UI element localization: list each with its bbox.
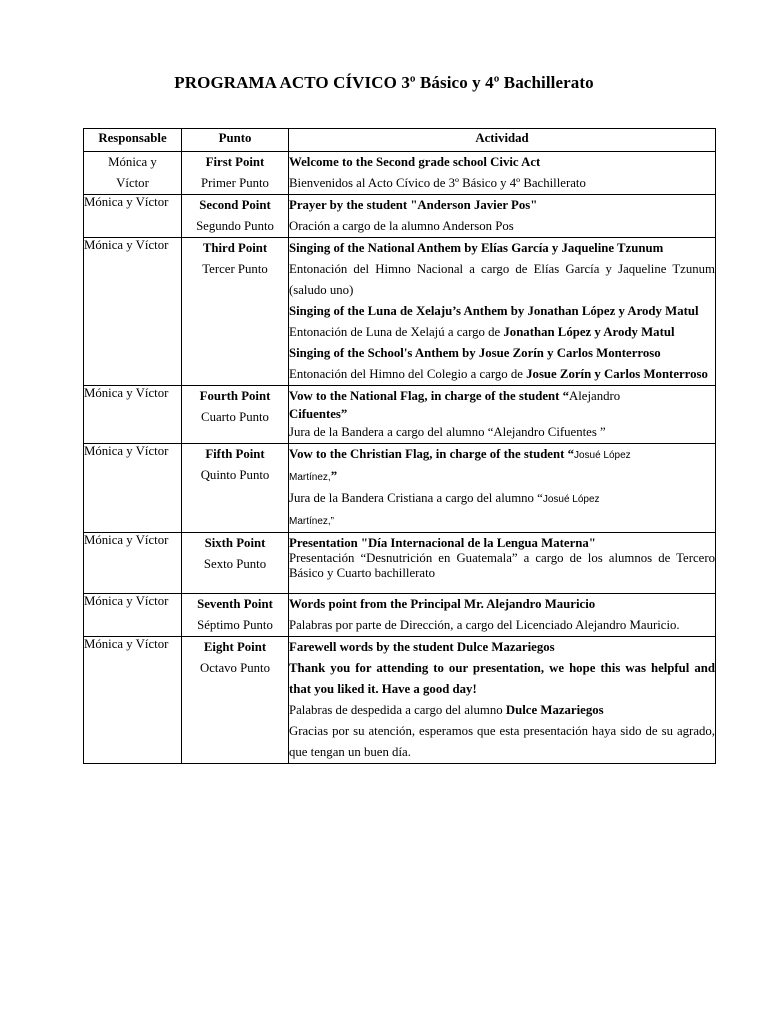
responsable-cell: Mónica y Víctor (84, 637, 182, 764)
actividad-bold-text: Jonathan López y Arody Matul (503, 325, 675, 339)
responsable-cell: Mónica y Víctor (84, 594, 182, 637)
punto-cell (182, 238, 289, 386)
actividad-small-text: Martínez,” (289, 516, 335, 527)
responsable-cell: Mónica y Víctor (84, 533, 182, 594)
punto-cell (182, 444, 289, 533)
actividad-small-text: Josué López (542, 494, 600, 505)
punto-en: Eight Point (203, 640, 267, 654)
actividad-line: Thank you for attending to our presentation, we hope this was helpful and that you liked it. Have a good day! (289, 661, 715, 696)
table-row (84, 386, 716, 444)
table-row (84, 533, 716, 594)
responsable-line: Víctor (116, 176, 149, 190)
punto-cell (182, 386, 289, 444)
table-row (84, 195, 716, 238)
actividad-line (289, 322, 715, 343)
responsable-cell: Mónica y Víctor (84, 444, 182, 533)
actividad-cell (289, 533, 716, 594)
punto-cell (182, 152, 289, 195)
punto-en: Fifth Point (205, 447, 265, 461)
actividad-small-text: Josué López (573, 450, 631, 461)
table-row (84, 238, 716, 386)
actividad-line: Jura de la Bandera a cargo del alumno “Alejandro Cifuentes ” (289, 425, 606, 439)
actividad-text: Entonación del Himno del Colegio a cargo de (289, 367, 527, 381)
actividad-line (289, 510, 715, 532)
header-actividad: Actividad (289, 129, 716, 152)
table-row (84, 444, 716, 533)
actividad-line (289, 466, 715, 488)
actividad-line: Cifuentes” (289, 407, 348, 421)
punto-en: Second Point (199, 198, 271, 212)
actividad-cell (289, 152, 716, 195)
punto-es: Segundo Punto (196, 219, 274, 233)
actividad-cell (289, 195, 716, 238)
actividad-line (289, 444, 715, 466)
actividad-text: Entonación de Luna de Xelajú a cargo de (289, 325, 504, 339)
actividad-line: Oración a cargo de la alumno Anderson Pos (289, 219, 514, 233)
table-row (84, 637, 716, 764)
actividad-line: Singing of the National Anthem by Elías García y Jaqueline Tzunum (289, 241, 664, 255)
responsable-cell (84, 152, 182, 195)
actividad-line: Bienvenidos al Acto Cívico de 3º Básico y 4º Bachillerato (289, 176, 586, 190)
header-punto: Punto (182, 129, 289, 152)
punto-en: Seventh Point (197, 597, 273, 611)
actividad-line (289, 700, 715, 721)
punto-en: Fourth Point (199, 389, 271, 403)
punto-es: Octavo Punto (199, 661, 271, 675)
punto-es: Tercer Punto (202, 262, 268, 276)
punto-es: Primer Punto (201, 176, 269, 190)
actividad-line: Entonación del Himno Nacional a cargo de Elías García y Jaqueline Tzunum (saludo uno) (289, 262, 715, 297)
actividad-text: Alejandro (569, 389, 621, 403)
actividad-bold-text: Vow to the Christian Flag, in charge of the student “ (289, 447, 574, 461)
table-header-row (84, 129, 716, 152)
actividad-cell (289, 386, 716, 444)
actividad-line: Presentation "Día Internacional de la Lengua Materna" (289, 536, 596, 550)
punto-es: Cuarto Punto (201, 410, 269, 424)
page-title: PROGRAMA ACTO CÍVICO 3º Básico y 4º Bachillerato (174, 73, 594, 92)
punto-es: Séptimo Punto (197, 618, 273, 632)
actividad-cell (289, 444, 716, 533)
actividad-bold-text: Dulce Mazariegos (505, 703, 604, 717)
actividad-line: Words point from the Principal Mr. Alejandro Mauricio (289, 597, 596, 611)
actividad-line: Singing of the Luna de Xelaju’s Anthem by Jonathan López y Arody Matul (289, 304, 699, 318)
actividad-line (289, 386, 715, 407)
actividad-text: Jura de la Bandera Cristiana a cargo del alumno “ (289, 491, 543, 505)
actividad-line: Presentación “Desnutrición en Guatemala” a cargo de los alumnos de Tercero Básico y Cuarto bachillerato (289, 551, 715, 580)
actividad-cell (289, 238, 716, 386)
punto-es: Sexto Punto (203, 557, 267, 571)
actividad-text: Palabras de despedida a cargo del alumno (289, 703, 506, 717)
actividad-line: Prayer by the student "Anderson Javier Pos" (289, 198, 538, 212)
punto-cell (182, 195, 289, 238)
responsable-cell: Mónica y Víctor (84, 238, 182, 386)
actividad-cell (289, 637, 716, 764)
responsable-cell: Mónica y Víctor (84, 195, 182, 238)
punto-cell (182, 637, 289, 764)
actividad-bold-text: ” (330, 469, 338, 483)
punto-en: Third Point (202, 241, 268, 255)
punto-es: Quinto Punto (200, 468, 270, 482)
punto-en: First Point (205, 155, 265, 169)
actividad-line (289, 488, 715, 510)
punto-cell (182, 533, 289, 594)
table-row (84, 152, 716, 195)
responsable-cell: Mónica y Víctor (84, 386, 182, 444)
responsable-line: Mónica y (108, 155, 157, 169)
actividad-bold-text: Josue Zorín y Carlos Monterroso (526, 367, 708, 381)
punto-cell (182, 594, 289, 637)
actividad-small-text: Martínez, (289, 472, 331, 483)
punto-en: Sixth Point (204, 536, 266, 550)
actividad-line: Singing of the School's Anthem by Josue Zorín y Carlos Monterroso (289, 346, 661, 360)
actividad-line: Farewell words by the student Dulce Mazariegos (289, 640, 555, 654)
actividad-line: Palabras por parte de Dirección, a cargo del Licenciado Alejandro Mauricio. (289, 618, 680, 632)
program-table (83, 128, 716, 764)
actividad-cell (289, 594, 716, 637)
actividad-bold-text: Vow to the National Flag, in charge of the student “ (289, 389, 569, 403)
header-responsable: Responsable (84, 129, 182, 152)
actividad-line: Welcome to the Second grade school Civic Act (289, 155, 541, 169)
actividad-line: Gracias por su atención, esperamos que esta presentación haya sido de su agrado, que tengan un buen día. (289, 724, 715, 759)
actividad-line (289, 364, 715, 385)
table-row (84, 594, 716, 637)
